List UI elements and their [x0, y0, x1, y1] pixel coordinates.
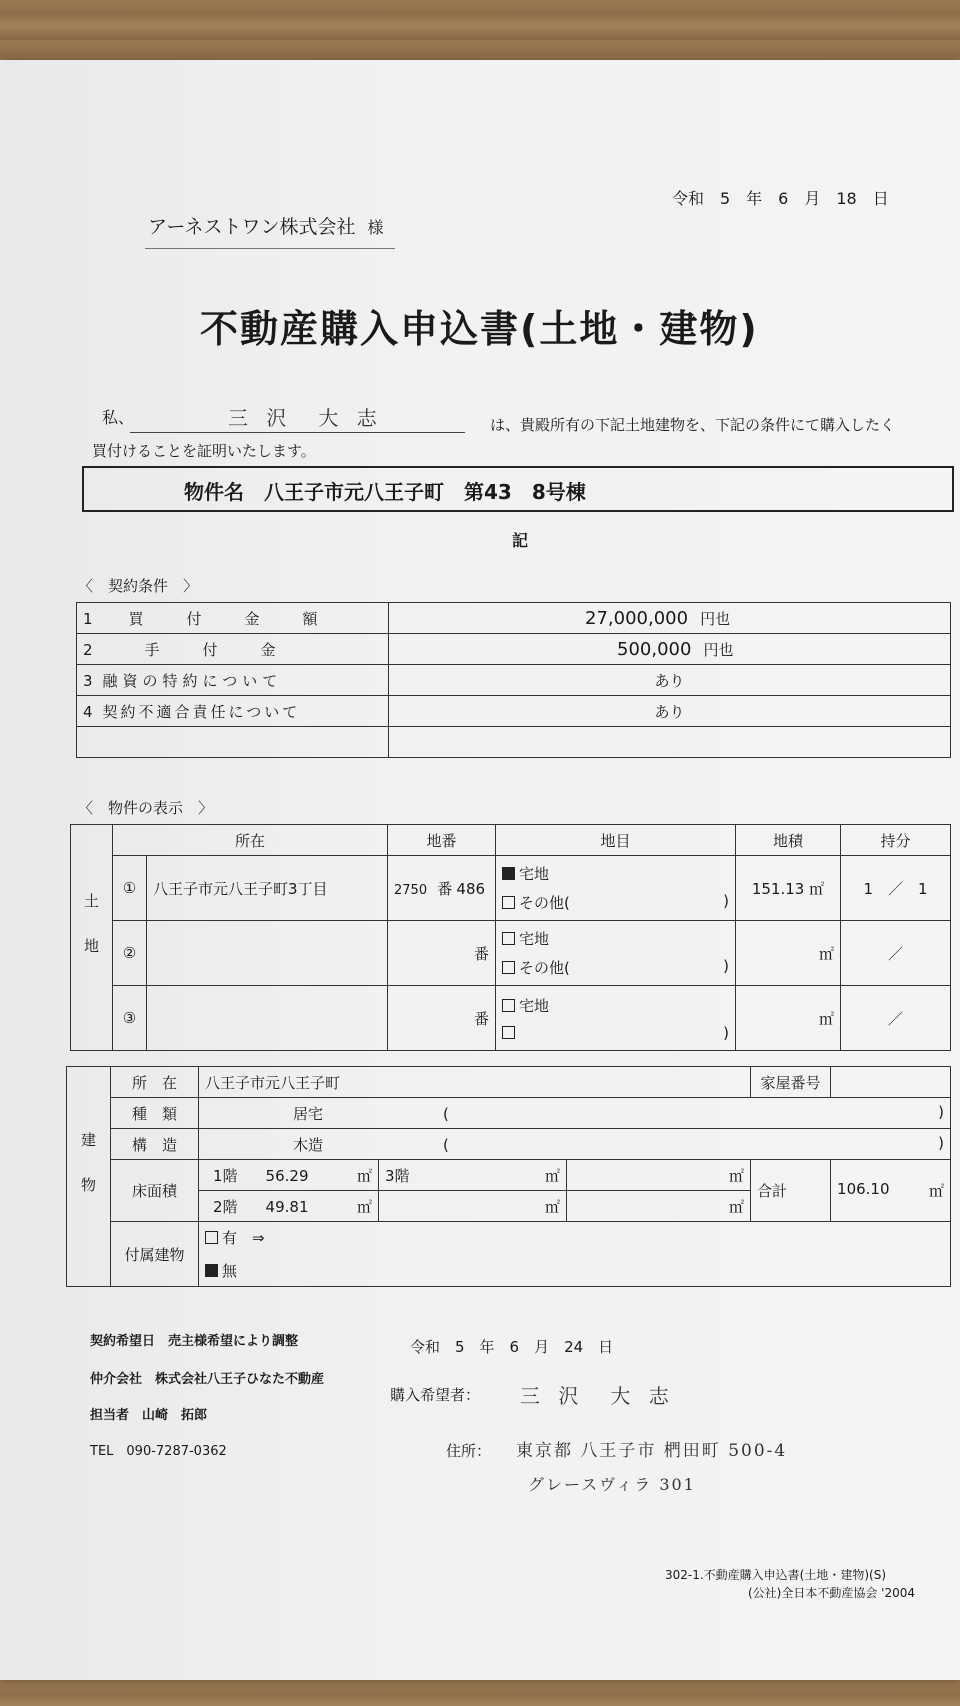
floor-1-cell: 1階 56.29 ㎡ — [199, 1160, 379, 1191]
land-row — [71, 921, 951, 986]
annex-label: 付属建物 — [111, 1222, 199, 1287]
building-type-label: 種 類 — [111, 1098, 199, 1129]
building-label: 建物 — [67, 1067, 111, 1287]
contract-row — [77, 696, 951, 727]
building-type-cell: 居宅 ( ) — [199, 1098, 951, 1129]
land-header-row — [71, 825, 951, 856]
contract-table — [76, 602, 951, 758]
checkbox-empty-icon — [502, 932, 515, 945]
application-date: 令和 5 年 6 月 24 日 — [410, 1338, 614, 1356]
land-category-cell: 宅地 ) — [496, 986, 736, 1051]
property-heading: 〈 物件の表示 〉 — [78, 799, 214, 817]
land-table — [70, 824, 951, 1051]
land-share: ／ — [841, 986, 951, 1051]
annex-options: 有 ⇒ 無 — [199, 1222, 951, 1287]
building-table — [66, 1066, 951, 1287]
addressee-underline — [145, 248, 395, 249]
land-location — [147, 986, 388, 1051]
applicant-statement-cont: 買付けることを証明いたします。 — [92, 442, 316, 460]
building-structure-cell: 木造 ( ) — [199, 1129, 951, 1160]
checkbox-empty-icon — [502, 1026, 515, 1039]
land-share: 1 ／ 1 — [841, 856, 951, 921]
contract-value-cell: 27,000,000 円也 — [389, 603, 951, 634]
land-area-cell: ㎡ — [736, 986, 841, 1051]
building-location-label: 所 在 — [111, 1067, 199, 1098]
land-area-cell: ㎡ — [736, 921, 841, 986]
annex-row — [67, 1222, 951, 1287]
property-name: 物件名 八王子市元八王子町 第43 8号棟 — [184, 480, 586, 504]
building-structure-row — [67, 1129, 951, 1160]
contract-value-cell: あり — [389, 665, 951, 696]
floor-extra-cell: ㎡ — [567, 1160, 751, 1191]
applicant-name-handwritten: 三 沢 大 志 — [228, 406, 383, 430]
contract-row — [77, 603, 951, 634]
contract-label-cell: 2 手 付 金 — [77, 634, 389, 665]
land-row — [71, 856, 951, 921]
buyer-name-handwritten: 三 沢 大 志 — [520, 1384, 675, 1408]
contract-value-cell: 500,000 円也 — [389, 634, 951, 665]
floor-4-cell: ㎡ — [379, 1191, 567, 1222]
document-date: 令和 5 年 6 月 18 日 — [672, 189, 889, 208]
building-location-value: 八王子市元八王子町 — [199, 1067, 751, 1098]
association-name: (公社)全日本不動産協会 '2004 — [748, 1586, 916, 1600]
ki-label: 記 — [512, 531, 529, 550]
land-row-number: ② — [113, 921, 147, 986]
checkbox-empty-icon — [502, 999, 515, 1012]
address-line1-handwritten: 東京都 八王子市 椚田町 500-4 — [516, 1441, 788, 1461]
contract-row — [77, 665, 951, 696]
land-lot-cell: 2750 番 486 — [388, 856, 496, 921]
contract-heading: 〈 契約条件 〉 — [78, 577, 199, 595]
total-label: 合計 — [751, 1160, 831, 1222]
header-lot: 地番 — [388, 825, 496, 856]
land-category-cell: 宅地 その他( ) — [496, 921, 736, 986]
contract-row-empty — [77, 727, 951, 758]
floor-2-cell: 2階 49.81 ㎡ — [199, 1191, 379, 1222]
checkbox-empty-icon — [502, 896, 515, 909]
house-number-value — [831, 1067, 951, 1098]
land-lot-cell: 番 — [388, 986, 496, 1051]
building-type-row — [67, 1098, 951, 1129]
applicant-statement: は、貴殿所有の下記土地建物を、下記の条件にて購入したく — [490, 416, 896, 434]
contract-row — [77, 634, 951, 665]
contract-label-cell: 3 融資の特約について — [77, 665, 389, 696]
contract-label-cell: 1 買 付 金 額 — [77, 603, 389, 634]
header-location: 所在 — [113, 825, 388, 856]
broker-company: 仲介会社 株式会社八王子ひなた不動産 — [90, 1372, 325, 1387]
addressee-company: アーネストワン株式会社 — [148, 216, 356, 238]
address-label: 住所： — [446, 1442, 492, 1460]
checkbox-empty-icon — [205, 1231, 218, 1244]
applicant-name-line — [130, 432, 465, 433]
land-row-number: ① — [113, 856, 147, 921]
honorific: 様 — [367, 218, 384, 237]
land-category-cell: 宅地 その他( ) — [496, 856, 736, 921]
checkbox-checked-icon — [502, 867, 515, 880]
property-name-box — [82, 466, 954, 512]
contract-value-cell: あり — [389, 696, 951, 727]
building-structure-label: 構 造 — [111, 1129, 199, 1160]
floor-area-label: 床面積 — [111, 1160, 199, 1222]
staff-name: 担当者 山崎 拓郎 — [90, 1408, 208, 1423]
contract-date-note: 契約希望日 売主様希望により調整 — [90, 1334, 299, 1349]
land-location: 八王子市元八王子町3丁目 — [147, 856, 388, 921]
header-land-category: 地目 — [496, 825, 736, 856]
house-number-label: 家屋番号 — [751, 1067, 831, 1098]
address-line2-handwritten: グレースヴィラ 301 — [528, 1475, 696, 1494]
document-title: 不動産購入申込書(土地・建物) — [200, 307, 759, 351]
floor-extra-cell: ㎡ — [567, 1191, 751, 1222]
contract-label-cell: 4 契約不適合責任について — [77, 696, 389, 727]
land-area-cell: 151.13 ㎡ — [736, 856, 841, 921]
land-share: ／ — [841, 921, 951, 986]
total-cell: 106.10 ㎡ — [831, 1160, 951, 1222]
applicant-prefix: 私、 — [102, 408, 135, 427]
land-row — [71, 986, 951, 1051]
header-share: 持分 — [841, 825, 951, 856]
land-lot-cell: 番 — [388, 921, 496, 986]
floor-area-row — [67, 1160, 951, 1191]
floor-3-cell: 3階 ㎡ — [379, 1160, 567, 1191]
land-location — [147, 921, 388, 986]
checkbox-checked-icon — [205, 1264, 218, 1277]
land-label: 土地 — [71, 825, 113, 1051]
header-area: 地積 — [736, 825, 841, 856]
broker-phone: TEL 090-7287-0362 — [90, 1444, 227, 1459]
checkbox-empty-icon — [502, 961, 515, 974]
addressee-block — [148, 212, 384, 239]
buyer-label: 購入希望者： — [390, 1386, 481, 1404]
form-code: 302-1.不動産購入申込書(土地・建物)(S) — [665, 1568, 887, 1582]
building-location-row — [67, 1067, 951, 1098]
land-row-number: ③ — [113, 986, 147, 1051]
